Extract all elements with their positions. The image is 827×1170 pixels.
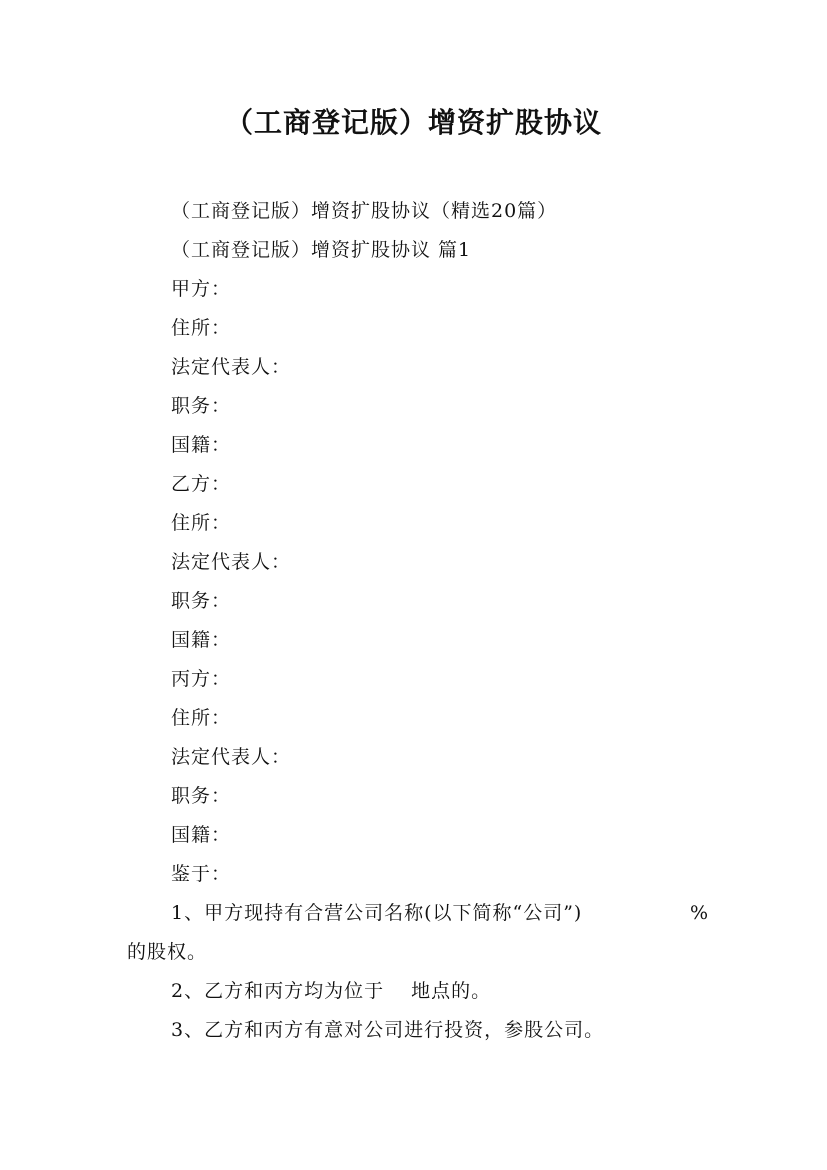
document-title: （工商登记版）增资扩股协议	[224, 106, 602, 139]
subtitle-line: （工商登记版）增资扩股协议（精选20篇）	[171, 200, 558, 222]
party-b-label: 乙方：	[171, 473, 232, 495]
party-a-nationality-label: 国籍：	[171, 434, 232, 456]
party-a-label: 甲方：	[171, 278, 232, 300]
party-c-label: 丙方：	[171, 668, 232, 690]
party-c-representative-label: 法定代表人：	[171, 746, 292, 768]
party-b-address-label: 住所：	[171, 512, 232, 534]
whereas-label: 鉴于：	[171, 863, 232, 885]
clause-1-continuation: 的股权。	[127, 941, 208, 963]
party-a-address-label: 住所：	[171, 317, 232, 339]
clause-1: 1、甲方现持有合营公司名称(以下简称“公司”)	[171, 902, 583, 924]
party-c-address-label: 住所：	[171, 707, 232, 729]
section-heading: （工商登记版）增资扩股协议 篇1	[171, 239, 472, 261]
party-a-position-label: 职务：	[171, 395, 232, 417]
party-c-position-label: 职务：	[171, 785, 232, 807]
clause-3: 3、乙方和丙方有意对公司进行投资，参股公司。	[171, 1019, 605, 1041]
party-c-nationality-label: 国籍：	[171, 824, 232, 846]
party-a-representative-label: 法定代表人：	[171, 356, 292, 378]
clause-1-percent: %	[690, 902, 709, 924]
party-b-nationality-label: 国籍：	[171, 629, 232, 651]
party-b-representative-label: 法定代表人：	[171, 551, 292, 573]
clause-2: 2、乙方和丙方均为位于 地点的。	[171, 980, 492, 1002]
party-b-position-label: 职务：	[171, 590, 232, 612]
